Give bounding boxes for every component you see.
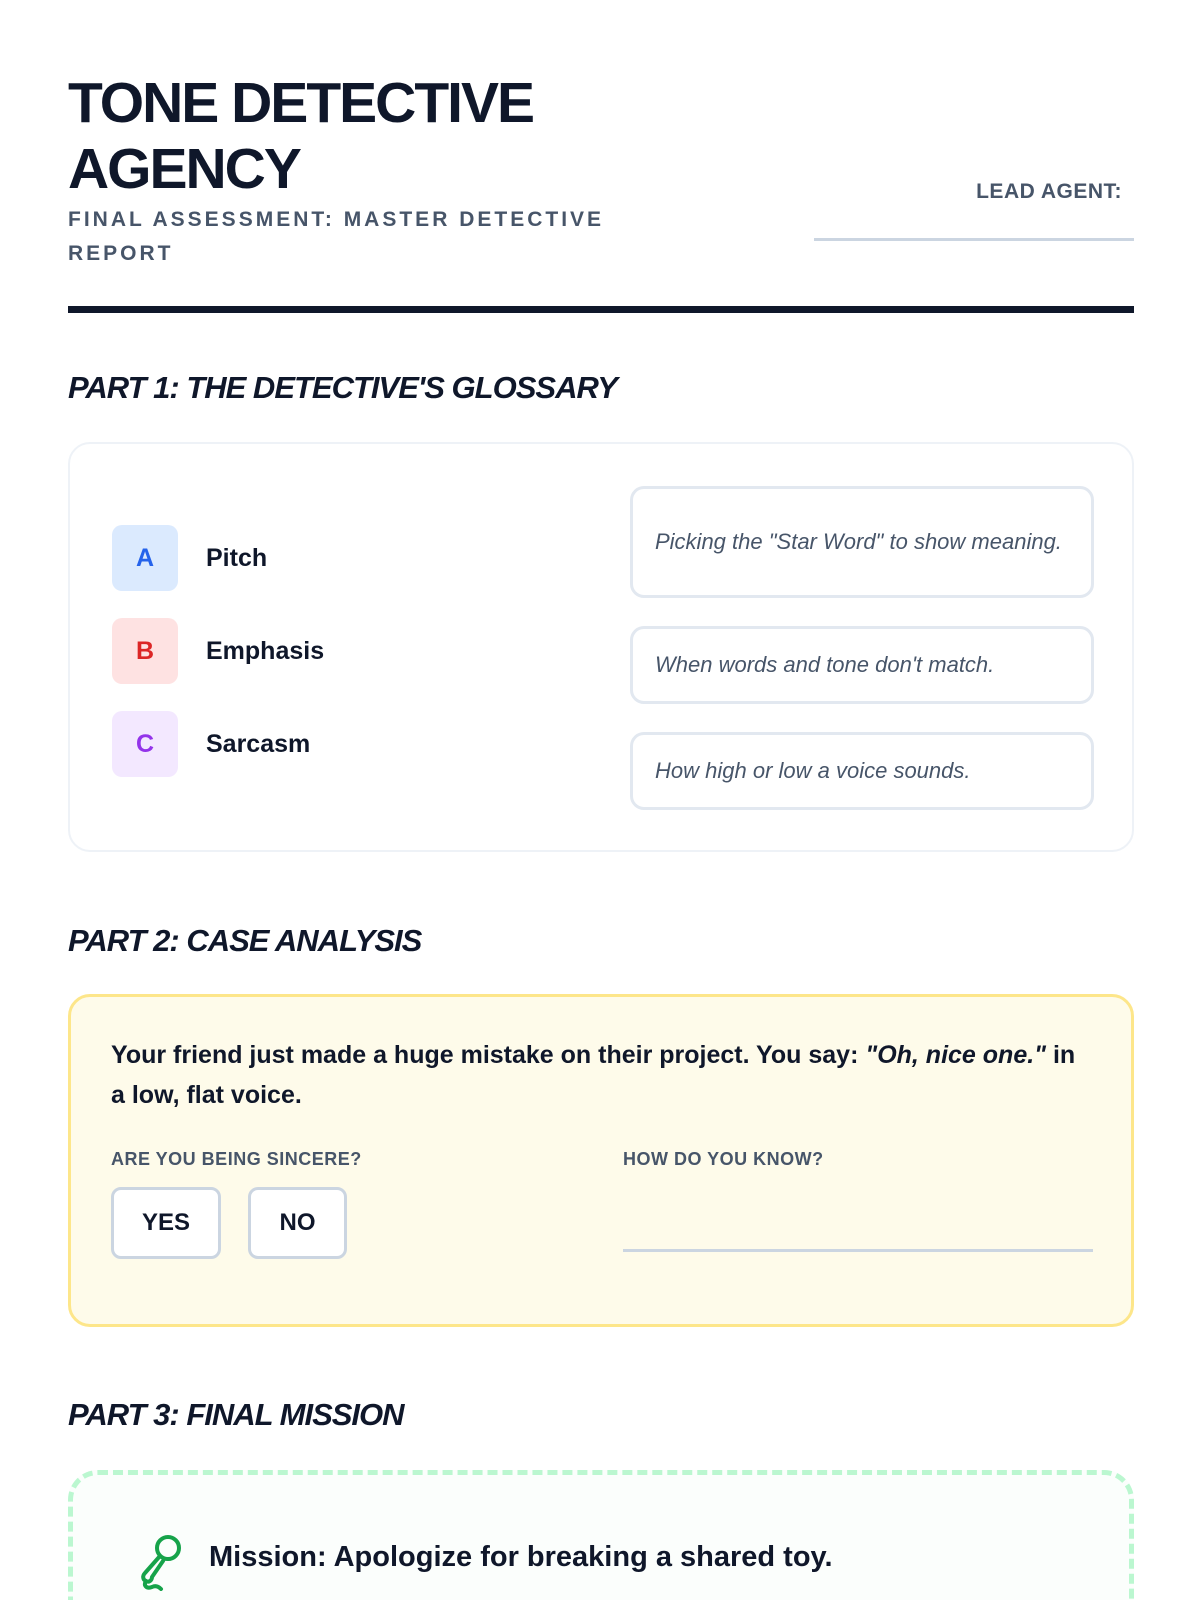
term-badge-c: C [112,711,178,777]
worksheet-page [68,0,1134,1600]
subtitle-line-2: REPORT [68,242,174,265]
term-label-b: Emphasis [206,636,325,665]
page-title [68,70,688,202]
case-scenario [111,1035,1091,1115]
microphone-icon [137,1533,183,1591]
mission-text: Mission: Apologize for breaking a shared toy. [209,1541,833,1573]
page-subtitle [68,203,668,271]
scenario-text: Your friend just made a huge mistake on their project. You say: [111,1041,866,1069]
part3-title: PART 3: FINAL MISSION [68,1397,404,1432]
case-card [68,994,1134,1327]
sincere-question: ARE YOU BEING SINCERE? [111,1149,362,1169]
mission-card [68,1470,1134,1600]
term-badge-b: B [112,618,178,684]
definition-text-2: When words and tone don't match. [655,652,995,677]
term-label-a: Pitch [206,543,268,572]
definition-text-1: Picking the "Star Word" to show meaning. [655,529,1062,554]
subtitle-line-1: FINAL ASSESSMENT: MASTER DETECTIVE [68,208,605,231]
how-know-answer-field[interactable] [623,1249,1093,1252]
definition-box-1[interactable] [630,486,1094,598]
part2-title: PART 2: CASE ANALYSIS [68,923,422,958]
scenario-end: in a low, flat voice. [111,1041,1076,1109]
definition-box-3[interactable] [630,732,1094,810]
lead-agent-field[interactable] [814,238,1134,241]
glossary-term-c[interactable] [112,711,310,777]
header-divider [68,306,1134,313]
title-line-2: AGENCY [68,137,300,201]
yes-button[interactable]: YES [111,1187,221,1259]
header [68,70,1134,265]
how-know-question: HOW DO YOU KNOW? [623,1149,824,1169]
no-button[interactable]: NO [248,1187,347,1259]
definition-box-2[interactable] [630,626,1094,704]
term-label-c: Sarcasm [206,729,311,758]
part1-title: PART 1: THE DETECTIVE'S GLOSSARY [68,370,617,405]
title-line-1: TONE DETECTIVE [68,71,534,135]
lead-agent-label: LEAD AGENT: [976,180,1122,203]
definition-text-3: How high or low a voice sounds. [655,758,971,783]
glossary-term-a[interactable] [112,525,267,591]
glossary-term-b[interactable] [112,618,324,684]
scenario-quote: "Oh, nice one." [865,1041,1047,1069]
term-badge-a: A [112,525,178,591]
glossary-card [68,442,1134,852]
